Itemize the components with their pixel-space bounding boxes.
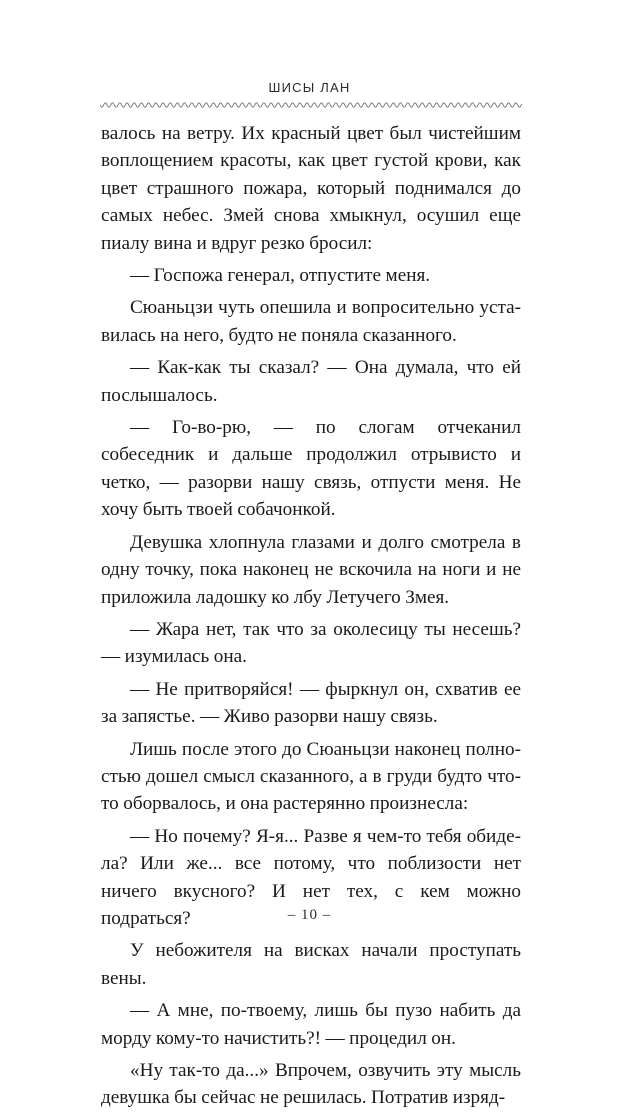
- running-header: ШИСЫ ЛАН: [268, 80, 351, 95]
- paragraph: Девушка хлопнула глазами и долго смотрела в одну точку, пока наконец не вскочила на ноги и не приложила ладошку ко лбу Летучего Змея.: [101, 531, 521, 608]
- paragraph: валось на ветру. Их красный цвет был чистейшим воплощением красоты, как цвет густой крови, как цвет страшного пожара, который поднимался до самых небес. Змей снова хмыкнул, осушил еще пиалу вина и вдруг резко бросил:: [101, 123, 521, 254]
- page-number: – 10 –: [287, 907, 332, 923]
- paragraph: — Как-как ты сказал? — Она думала, что ей послышалось.: [101, 357, 521, 406]
- paragraph: Сюаньцзи чуть опешила и вопросительно уставилась на него, будто не поняла сказанного.: [101, 297, 521, 346]
- paragraph: — Но почему? Я-я... Разве я чем-то тебя обидела? Или же... все потому, что поблизости нет ничего вкусного? И нет тех, с кем можно подраться?: [101, 825, 521, 929]
- paragraph: Лишь после этого до Сюаньцзи наконец полностью дошел смысл сказанного, а в груди будто чтото оборвалось, и она растерянно произнесла:: [101, 738, 521, 815]
- paragraph: — Не притворяйся! — фыркнул он, схватив ее за запястье. — Живо разорви нашу связь.: [101, 678, 521, 728]
- paragraph: — А мне, по-твоему, лишь бы пузо набить да морду кому-то начистить?! — процедил он.: [101, 1000, 521, 1049]
- paragraph: — Жара нет, так что за околесицу ты несешь? — изумилась она.: [101, 618, 521, 668]
- paragraph: «Ну так-то да...» Впрочем, озвучить эту мысль девушка бы сейчас не решилась. Потратив изряд-: [101, 1060, 521, 1109]
- wavy-divider-ornament: [100, 100, 522, 110]
- paragraph: — Го-во-рю, — по слогам отчеканил собеседник и дальше продолжил отрывисто и четко, — разорви нашу связь, отпусти меня. Не хочу быть твоей собачонкой.: [101, 417, 521, 521]
- paragraph: — Госпожа генерал, отпустите меня.: [130, 265, 431, 287]
- body-text: [101, 120, 521, 1112]
- paragraph: У небожителя на висках начали проступать вены.: [101, 940, 521, 989]
